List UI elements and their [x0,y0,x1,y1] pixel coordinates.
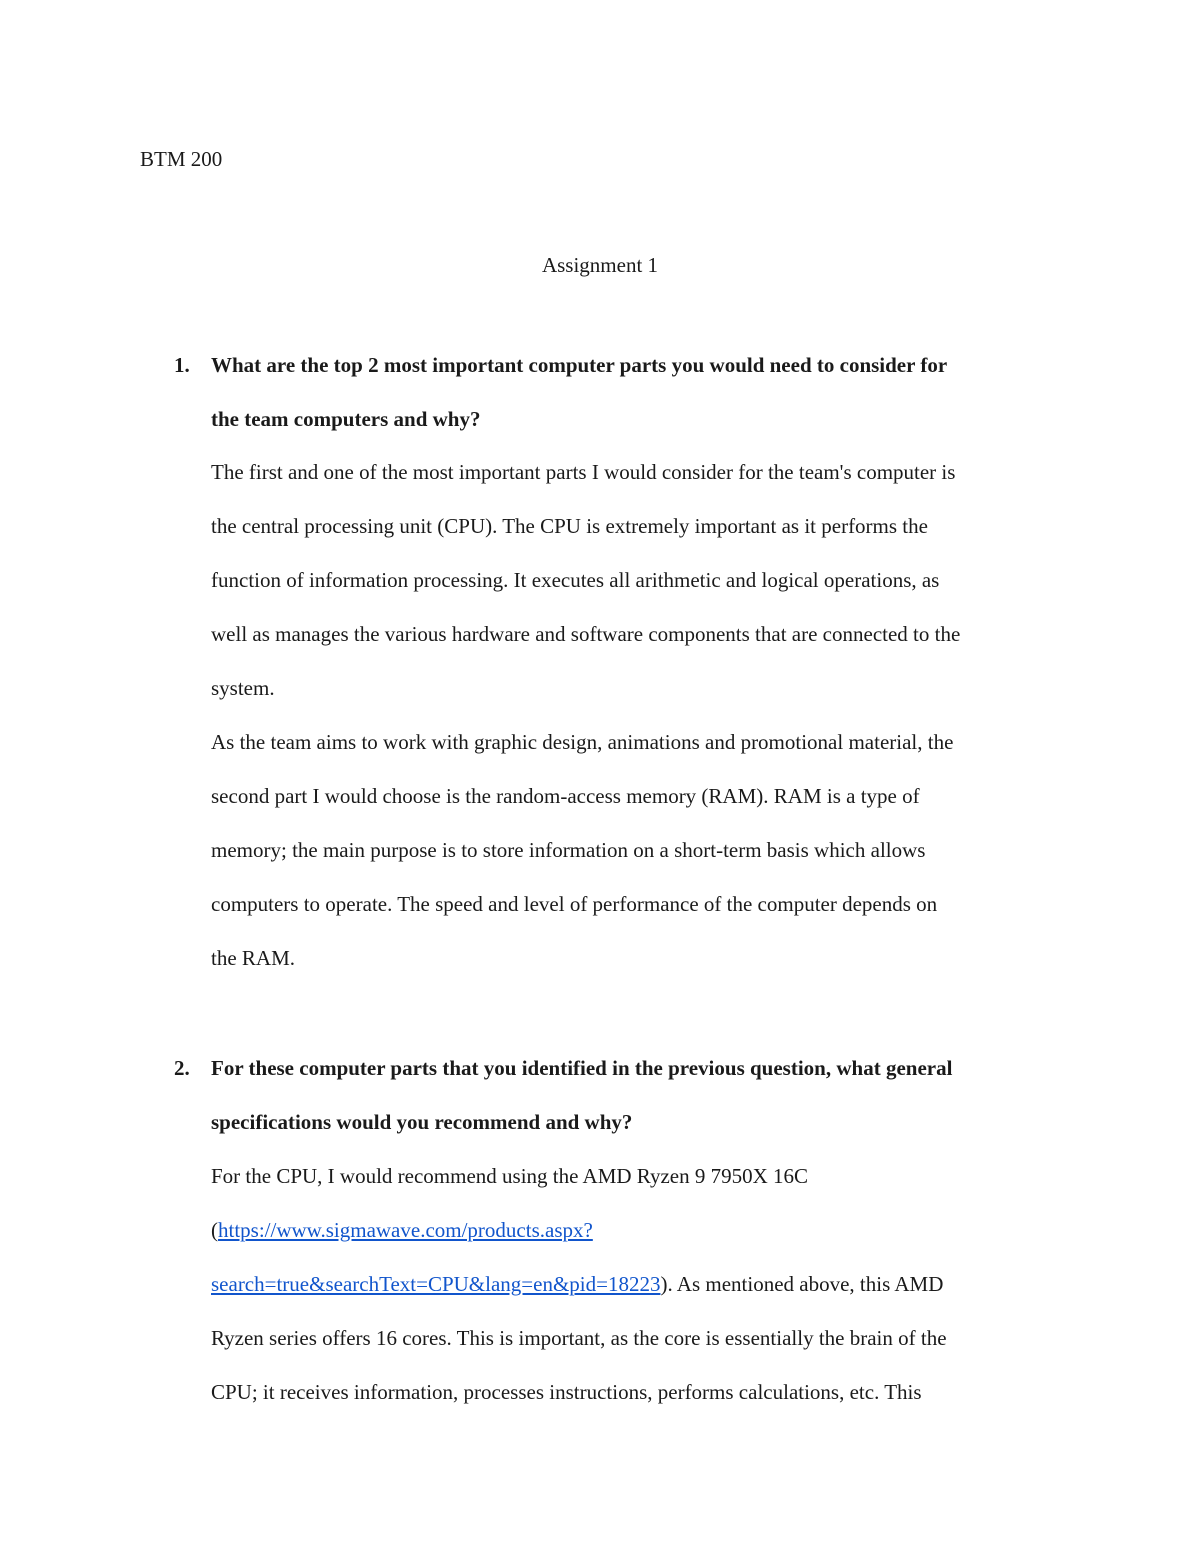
product-link-part-1[interactable]: https://www.sigmawave.com/products.aspx? [218,1218,593,1242]
course-code: BTM 200 [140,147,223,171]
assignment-title: Assignment 1 [541,253,659,277]
paren-open: ( [211,1218,218,1242]
question-2-number: 2. [174,1056,190,1080]
question-2-text-line: specifications would you recommend and why? [211,1110,633,1134]
answer-1-line: the RAM. [211,946,295,970]
answer-1-line: function of information processing. It executes all arithmetic and logical operations, as [211,568,940,592]
answer-1-line: the central processing unit (CPU). The CPU is extremely important as it performs the [211,514,928,538]
question-1-text-line: What are the top 2 most important computer parts you would need to consider for [211,353,948,377]
question-1-text-line: the team computers and why? [211,407,481,431]
after-link-text: ). As mentioned above, this AMD [660,1272,944,1296]
answer-1-line: computers to operate. The speed and level of performance of the computer depends on [211,892,938,916]
answer-1-line: memory; the main purpose is to store information on a short-term basis which allows [211,838,926,862]
question-1-number: 1. [174,353,190,377]
question-2-text-line: For these computer parts that you identified in the previous question, what general [211,1056,953,1080]
product-link-part-2[interactable]: search=true&searchText=CPU&lang=en&pid=18223 [211,1272,661,1296]
answer-2-link-line [211,1216,593,1244]
answer-1-line: well as manages the various hardware and software components that are connected to the [211,622,961,646]
answer-1-line: The first and one of the most important parts I would consider for the team's computer is [211,460,956,484]
answer-2-line: For the CPU, I would recommend using the AMD Ryzen 9 7950X 16C [211,1164,809,1188]
answer-2-line: CPU; it receives information, processes instructions, performs calculations, etc. This [211,1380,922,1404]
answer-2-link-line [211,1270,943,1298]
answer-1-line: second part I would choose is the random-access memory (RAM). RAM is a type of [211,784,920,808]
answer-1-line: As the team aims to work with graphic design, animations and promotional material, the [211,730,954,754]
answer-2-line: Ryzen series offers 16 cores. This is important, as the core is essentially the brain of the [211,1326,947,1350]
answer-1-line: system. [211,676,275,700]
